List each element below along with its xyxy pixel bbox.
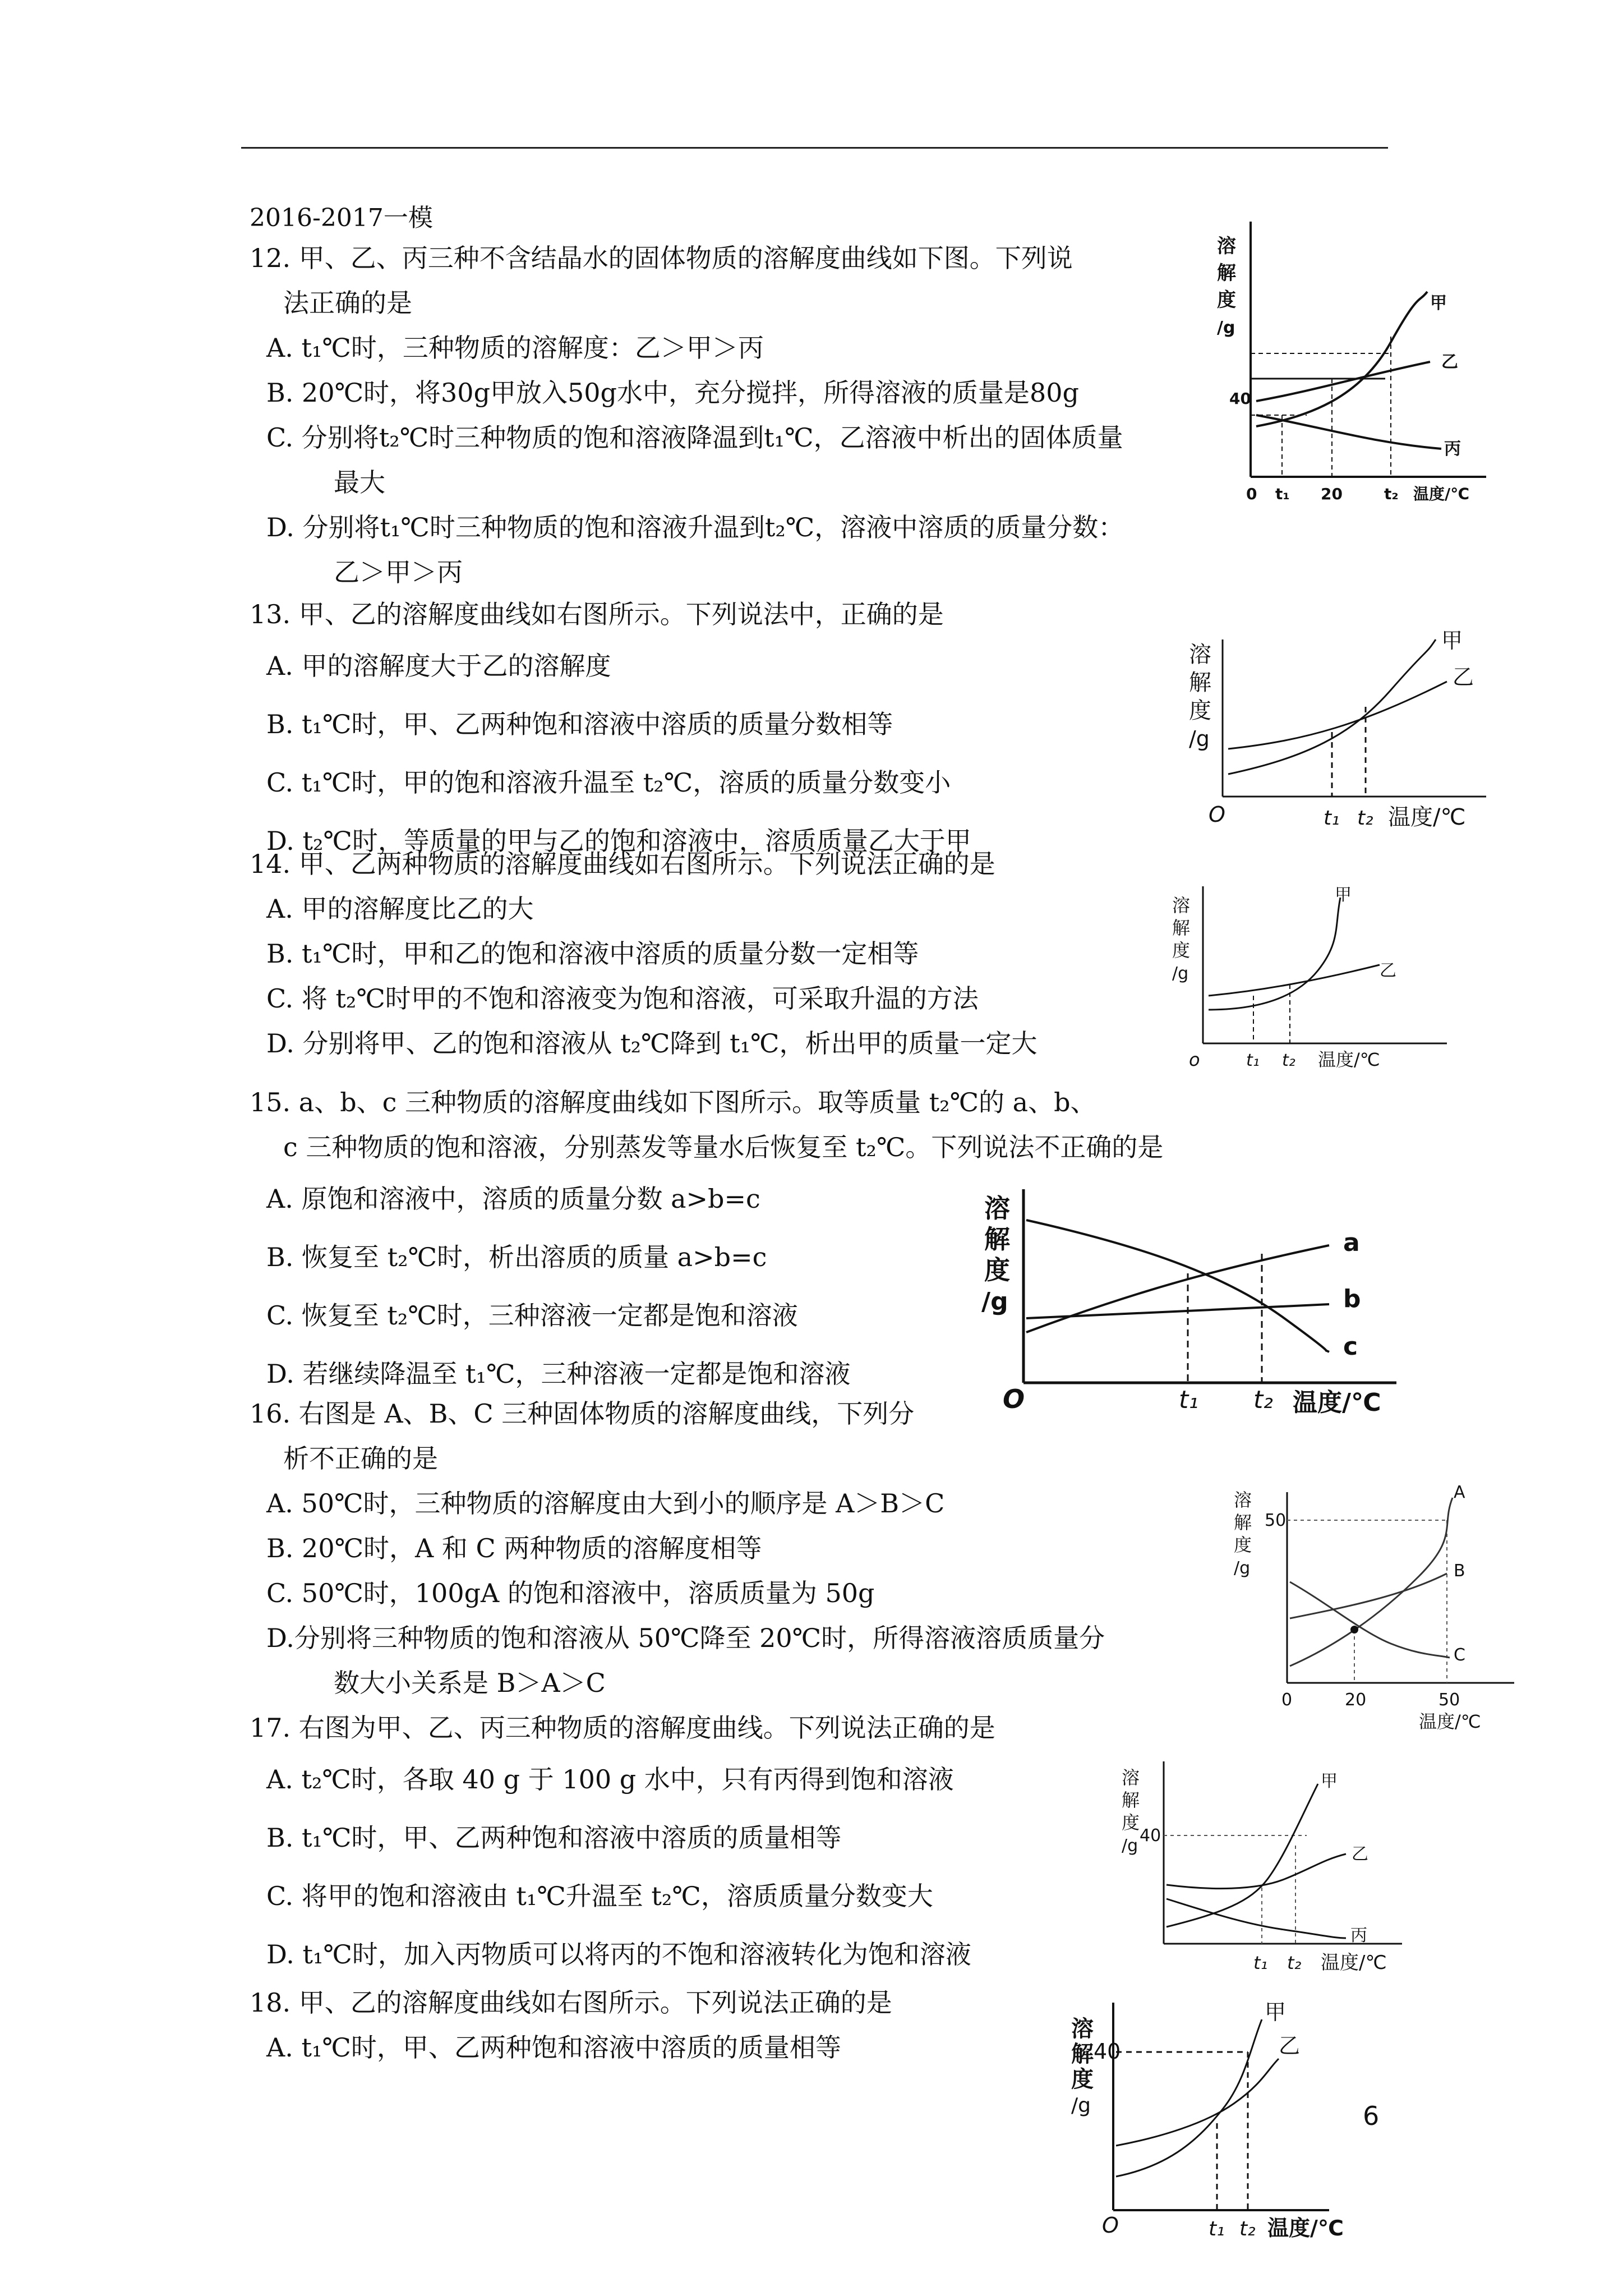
option-d-continued: 数大小关系是 B＞A＞C bbox=[334, 1668, 606, 1698]
label-b: b bbox=[1343, 1285, 1361, 1313]
option-b: B. t₁℃时，甲和乙的饱和溶液中溶质的质量分数一定相等 bbox=[266, 938, 919, 969]
solubility-figure-q12 bbox=[1206, 213, 1497, 510]
y-label-2: 解 bbox=[1234, 1512, 1252, 1533]
curve-jia bbox=[1256, 292, 1427, 426]
y-label-4: /g bbox=[981, 1287, 1008, 1316]
label-bing: 丙 bbox=[1350, 1926, 1367, 1945]
label-jia: 甲 bbox=[1265, 2000, 1287, 2024]
x-tick-t1: t₁ bbox=[1253, 1952, 1268, 1973]
y-label-1: 溶 bbox=[1217, 235, 1236, 257]
y-label-1: 溶 bbox=[1122, 1767, 1140, 1788]
option-a: A. 原饱和溶液中，溶质的质量分数 a>b=c bbox=[266, 1184, 760, 1214]
y-label-3: 度 bbox=[1217, 289, 1236, 311]
option-d: D.分别将三种物质的饱和溶液从 50℃降至 20℃时，所得溶液溶质质量分 bbox=[266, 1623, 1105, 1653]
question-16 bbox=[250, 1391, 1237, 1705]
question-stem: 15. a、b、c 三种物质的溶解度曲线如下图所示。取等质量 t₂℃的 a、b、 bbox=[250, 1087, 1096, 1117]
label-bing: 丙 bbox=[1444, 439, 1461, 459]
x-tick-t1: t₁ bbox=[1209, 2217, 1225, 2240]
option-c: C. t₁℃时，甲的饱和溶液升温至 t₂℃，溶质的质量分数变小 bbox=[266, 767, 951, 798]
y-label-3: 度 bbox=[1189, 698, 1211, 724]
y-label-2: 解 bbox=[1189, 670, 1211, 696]
y-label-1: 溶 bbox=[1071, 2016, 1094, 2042]
label-yi: 乙 bbox=[1453, 665, 1474, 689]
x-axis-label: 温度/℃ bbox=[1388, 804, 1466, 830]
label-yi: 乙 bbox=[1352, 1844, 1368, 1864]
intersection-point bbox=[1350, 1626, 1358, 1634]
x-tick-t2: t₂ bbox=[1287, 1952, 1302, 1973]
option-a: A. 甲的溶解度比乙的大 bbox=[266, 894, 534, 924]
solubility-figure-q13 bbox=[1166, 628, 1503, 853]
option-a: A. t₂℃时，各取 40 g 于 100 g 水中，只有丙得到饱和溶液 bbox=[266, 1764, 954, 1795]
question-stem: 16. 右图是 A、B、C 三种固体物质的溶解度曲线，下列分 bbox=[250, 1398, 915, 1429]
y-label-1: 溶 bbox=[1172, 895, 1191, 916]
label-jia: 甲 bbox=[1441, 628, 1463, 653]
label-a: a bbox=[1343, 1228, 1360, 1257]
question-stem-continued: 法正确的是 bbox=[283, 288, 412, 318]
x-tick-t1: t₁ bbox=[1179, 1386, 1198, 1414]
question-stem-continued: 析不正确的是 bbox=[283, 1443, 438, 1474]
y-label-1: 溶 bbox=[1189, 642, 1211, 668]
option-c: C. 将 t₂℃时甲的不饱和溶液变为饱和溶液，可采取升温的方法 bbox=[266, 983, 979, 1014]
option-b: B. 恢复至 t₂℃时，析出溶质的质量 a>b=c bbox=[266, 1242, 767, 1272]
x-axis-label: 温度/℃ bbox=[1419, 1711, 1481, 1732]
origin-label: o bbox=[1189, 1049, 1200, 1070]
x-tick-50: 50 bbox=[1438, 1690, 1460, 1710]
y-label-2: 解 bbox=[1071, 2041, 1094, 2067]
option-a: A. 50℃时，三种物质的溶解度由大到小的顺序是 A＞B＞C bbox=[266, 1488, 945, 1519]
option-b: B. 20℃时，A 和 C 两种物质的溶解度相等 bbox=[266, 1533, 762, 1563]
option-b: B. t₁℃时，甲、乙两种饱和溶液中溶质的质量分数相等 bbox=[266, 709, 893, 739]
question-13 bbox=[250, 592, 1237, 870]
y-label-3: 度 bbox=[1122, 1812, 1140, 1833]
option-c: C. 将甲的饱和溶液由 t₁℃升温至 t₂℃，溶质质量分数变大 bbox=[266, 1881, 933, 1911]
y-label-2: 解 bbox=[1122, 1789, 1140, 1811]
question-stem: 13. 甲、乙的溶解度曲线如右图所示。下列说法中，正确的是 bbox=[250, 599, 944, 629]
x-tick-t2: t₂ bbox=[1282, 1051, 1295, 1070]
x-tick-20: 20 bbox=[1321, 485, 1343, 503]
curve-jia bbox=[1116, 2019, 1262, 2177]
x-tick-t1: t₁ bbox=[1324, 807, 1340, 830]
option-d: D. 分别将t₁℃时三种物质的饱和溶液升温到t₂℃，溶液中溶质的质量分数： bbox=[266, 512, 1124, 542]
origin-label: O bbox=[1003, 1384, 1025, 1414]
y-tick-40: 40 bbox=[1140, 1826, 1161, 1846]
label-yi: 乙 bbox=[1380, 961, 1396, 981]
question-17 bbox=[250, 1705, 1237, 1984]
y-label-3: 度 bbox=[984, 1255, 1010, 1285]
curve-yi bbox=[1166, 1854, 1346, 1889]
label-yi: 乙 bbox=[1279, 2033, 1301, 2058]
header-rule bbox=[241, 147, 1388, 149]
curve-bing bbox=[1166, 1899, 1346, 1938]
y-label-4: /g bbox=[1189, 726, 1210, 751]
label-jia: 甲 bbox=[1430, 293, 1447, 313]
label-jia: 甲 bbox=[1321, 1772, 1338, 1791]
x-tick-t2: t₂ bbox=[1253, 1386, 1273, 1414]
x-tick-0: 0 bbox=[1246, 485, 1257, 503]
x-axis-label: 温度/℃ bbox=[1293, 1388, 1381, 1417]
x-tick-t1: t₁ bbox=[1275, 485, 1290, 503]
y-label-1: 溶 bbox=[1234, 1489, 1252, 1511]
question-14 bbox=[250, 841, 1237, 1066]
origin-label: O bbox=[1102, 2213, 1119, 2238]
y-label-4: /g bbox=[1234, 1558, 1251, 1578]
label-B: B bbox=[1454, 1561, 1465, 1581]
x-tick-t2: t₂ bbox=[1239, 2217, 1256, 2240]
y-label-1: 溶 bbox=[984, 1193, 1010, 1223]
exam-header: 2016-2017一模 bbox=[250, 204, 433, 232]
y-label-4: /g bbox=[1172, 964, 1189, 983]
label-c: c bbox=[1343, 1332, 1358, 1361]
question-stem: 14. 甲、乙两种物质的溶解度曲线如右图所示。下列说法正确的是 bbox=[250, 849, 995, 879]
option-c: C. 分别将t₂℃时三种物质的饱和溶液降温到t₁℃，乙溶液中析出的固体质量 bbox=[266, 422, 1123, 453]
solubility-figure-q17 bbox=[1099, 1750, 1413, 1986]
curve-yi bbox=[1116, 2059, 1279, 2146]
y-tick-50: 50 bbox=[1265, 1511, 1287, 1530]
label-yi: 乙 bbox=[1441, 352, 1458, 372]
curve-bing bbox=[1256, 415, 1441, 449]
label-A: A bbox=[1454, 1483, 1465, 1502]
option-d: D. t₂℃时，等质量的甲与乙的饱和溶液中，溶质质量乙大于甲 bbox=[266, 826, 971, 856]
page-number: 6 bbox=[1363, 2101, 1380, 2131]
solubility-figure-q16 bbox=[1223, 1481, 1525, 1739]
question-stem-continued: c 三种物质的饱和溶液，分别蒸发等量水后恢复至 t₂℃。下列说法不正确的是 bbox=[283, 1132, 1164, 1162]
option-b: B. t₁℃时，甲、乙两种饱和溶液中溶质的质量相等 bbox=[266, 1823, 842, 1853]
x-axis-label: 温度/℃ bbox=[1321, 1952, 1387, 1974]
y-tick-40: 40 bbox=[1094, 2039, 1121, 2064]
y-label-2: 解 bbox=[1172, 917, 1191, 938]
option-d: D. 若继续降温至 t₁℃，三种溶液一定都是饱和溶液 bbox=[266, 1359, 851, 1389]
option-b: B. 20℃时，将30g甲放入50g水中，充分搅拌，所得溶液的质量是80g bbox=[266, 378, 1079, 408]
solubility-figure-q18 bbox=[1049, 1997, 1363, 2249]
origin-label: O bbox=[1209, 802, 1225, 827]
option-c-continued: 最大 bbox=[334, 467, 385, 498]
x-tick-t1: t₁ bbox=[1246, 1051, 1260, 1070]
curve-c bbox=[1026, 1220, 1329, 1352]
option-a: A. t₁℃时，三种物质的溶解度：乙＞甲＞丙 bbox=[266, 333, 764, 363]
curve-b bbox=[1026, 1304, 1329, 1318]
solubility-figure-q14 bbox=[1155, 881, 1458, 1094]
question-stem: 12. 甲、乙、丙三种不含结晶水的固体物质的溶解度曲线如下图。下列说 bbox=[250, 243, 1073, 273]
question-stem: 17. 右图为甲、乙、丙三种物质的溶解度曲线。下列说法正确的是 bbox=[250, 1713, 995, 1743]
x-axis-label: 温度/℃ bbox=[1413, 485, 1470, 503]
y-label-2: 解 bbox=[984, 1224, 1010, 1254]
y-label-4: /g bbox=[1217, 318, 1235, 338]
y-label-3: 度 bbox=[1234, 1534, 1252, 1556]
x-tick-20: 20 bbox=[1345, 1690, 1367, 1710]
question-stem: 18. 甲、乙的溶解度曲线如右图所示。下列说法正确的是 bbox=[250, 1987, 892, 2018]
option-c: C. 50℃时，100gA 的饱和溶液中，溶质质量为 50g bbox=[266, 1578, 875, 1608]
y-tick-40: 40 bbox=[1229, 389, 1251, 408]
solubility-figure-q15 bbox=[970, 1184, 1419, 1430]
y-label-3: 度 bbox=[1071, 2067, 1094, 2092]
x-tick-0: 0 bbox=[1281, 1690, 1293, 1710]
x-axis-label: 温度/℃ bbox=[1267, 2216, 1344, 2240]
y-label-4: /g bbox=[1122, 1836, 1138, 1856]
label-jia: 甲 bbox=[1335, 885, 1352, 905]
option-d: D. t₁℃时，加入丙物质可以将丙的不饱和溶液转化为饱和溶液 bbox=[266, 1939, 971, 1970]
curve-yi bbox=[1228, 682, 1447, 749]
option-d-continued: 乙＞甲＞丙 bbox=[334, 557, 463, 587]
option-a: A. t₁℃时，甲、乙两种饱和溶液中溶质的质量相等 bbox=[266, 2032, 841, 2063]
curve-a bbox=[1026, 1245, 1329, 1332]
option-d: D. 分别将甲、乙的饱和溶液从 t₂℃降到 t₁℃，析出甲的质量一定大 bbox=[266, 1028, 1038, 1059]
x-axis-label: 温度/℃ bbox=[1318, 1049, 1380, 1070]
y-label-4: /g bbox=[1071, 2094, 1091, 2117]
y-label-2: 解 bbox=[1217, 262, 1236, 284]
y-label-3: 度 bbox=[1172, 940, 1191, 961]
x-tick-t2: t₂ bbox=[1357, 807, 1373, 830]
x-tick-t2: t₂ bbox=[1384, 485, 1399, 503]
option-a: A. 甲的溶解度大于乙的溶解度 bbox=[266, 651, 611, 681]
option-c: C. 恢复至 t₂℃时，三种溶液一定都是饱和溶液 bbox=[266, 1300, 798, 1331]
label-C: C bbox=[1454, 1645, 1465, 1665]
question-12 bbox=[250, 236, 1237, 595]
